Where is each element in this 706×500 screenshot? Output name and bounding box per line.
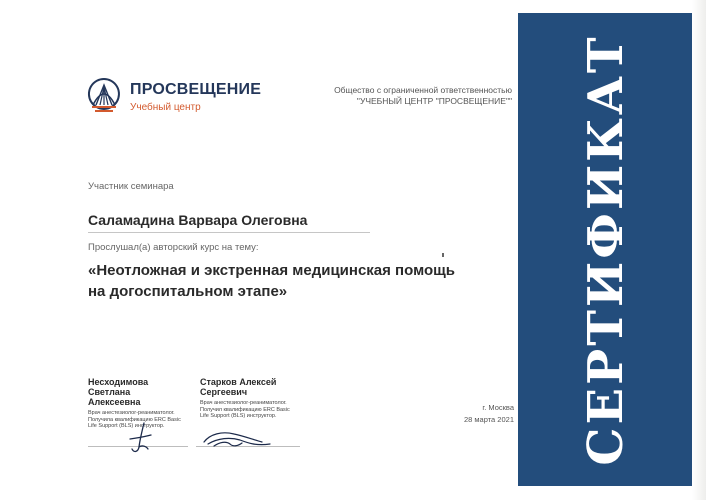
signatory-2-description xyxy=(200,400,306,420)
logo-name: ПРОСВЕЩЕНИЕ xyxy=(130,81,262,98)
page-edge xyxy=(692,0,706,500)
signatory-2-name-line-1: Старков Алексей xyxy=(200,377,277,387)
ink-mark xyxy=(442,253,444,257)
place-and-date xyxy=(440,402,514,426)
signatory-1-name-line-2: Алексеевна xyxy=(88,397,141,407)
organization-line-2: "УЧЕБНЫЙ ЦЕНТР "ПРОСВЕЩЕНИЕ"" xyxy=(356,96,512,106)
course-title-line-2: на догоспитальном этапе» xyxy=(88,283,288,300)
issue-date: 28 марта 2021 xyxy=(463,415,514,424)
handwritten-signature-1 xyxy=(124,421,158,455)
course-label: Прослушал(а) авторский курс на тему: xyxy=(88,242,259,253)
name-underline xyxy=(88,232,370,233)
handwritten-signature-2 xyxy=(200,428,274,450)
signatory-1-desc-line-2: Получила квалификацию ERC Basic xyxy=(88,416,181,423)
place-city: г. Москва xyxy=(482,403,514,412)
participant-label: Участник семинара xyxy=(88,181,174,192)
signatory-2-desc-line-1: Врач анестезиолог-реаниматолог. xyxy=(200,400,287,406)
signatory-1-name-line-1: Несходимова Светлана xyxy=(88,377,149,397)
logo xyxy=(86,75,266,123)
certificate-title: СЕРТИФИКАТ xyxy=(578,34,634,466)
course-title xyxy=(88,260,498,302)
signatory-2-desc-line-3: Life Support (BLS) инструктор. xyxy=(200,413,277,419)
organization-name xyxy=(300,85,512,107)
signatory-2-name-line-2: Сергеевич xyxy=(200,387,248,397)
signatory-1-desc-line-3: Life Support (BLS) инструктор. xyxy=(88,423,165,429)
signatory-2 xyxy=(200,377,306,420)
signatory-1-name xyxy=(88,377,188,407)
signatory-1-desc-line-1: Врач анестезиолог-реаниматолог. xyxy=(88,410,175,416)
participant-name: Саламадина Варвара Олеговна xyxy=(88,212,308,228)
organization-line-1: Общество с ограниченной ответственностью xyxy=(334,85,512,95)
logo-subtitle: Учебный центр xyxy=(130,102,201,113)
course-title-line-1: «Неотложная и экстренная медицинская помощь xyxy=(88,262,456,279)
fan-shell-logo-icon xyxy=(86,75,122,117)
signatory-2-desc-line-2: Получил квалификацию ERC Basic xyxy=(200,406,290,413)
signatory-2-name xyxy=(200,377,306,397)
